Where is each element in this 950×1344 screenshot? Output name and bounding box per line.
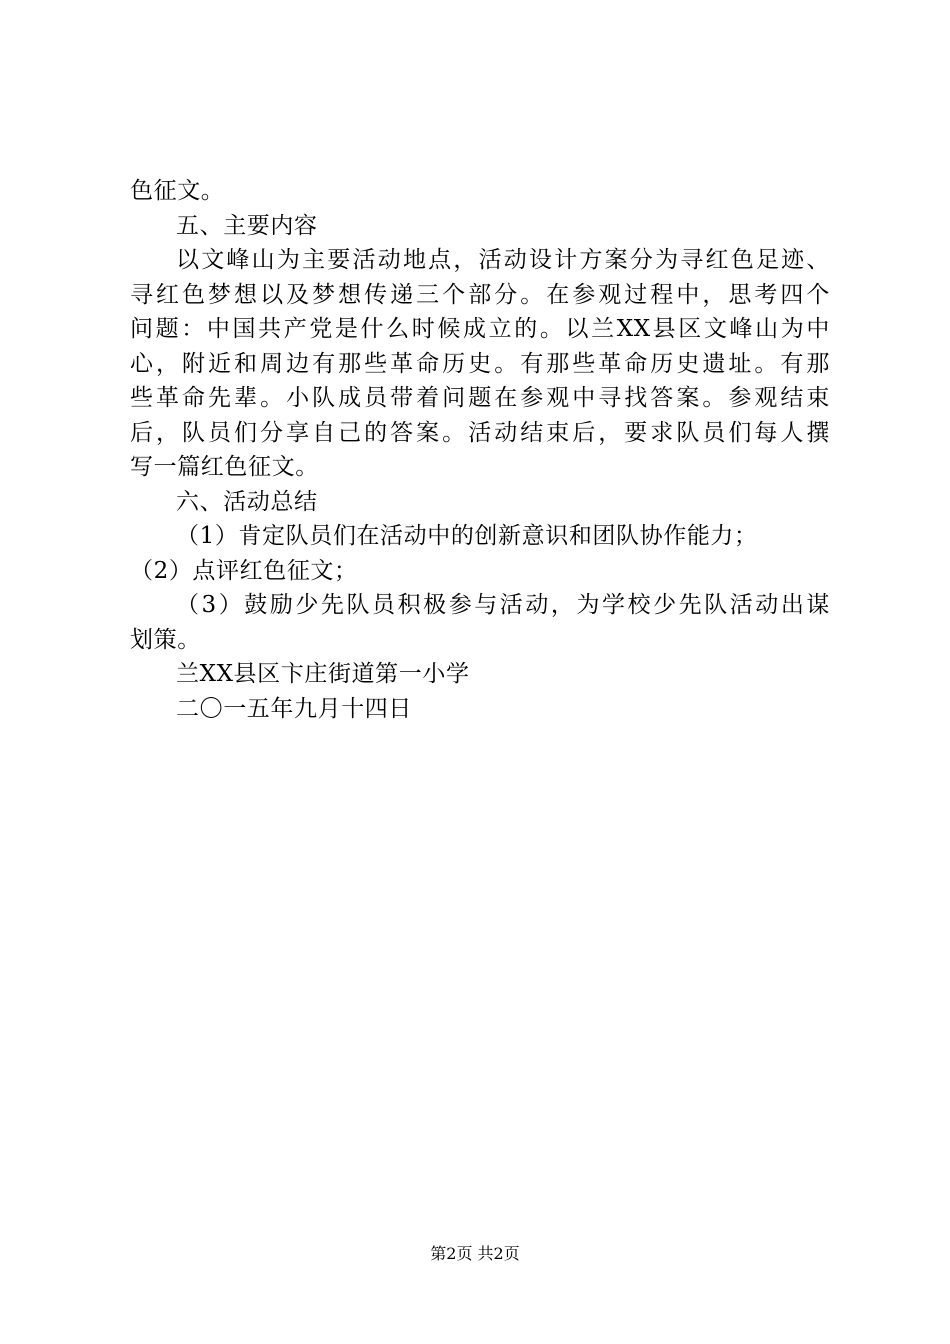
signature-school: 兰XX县区卞庄街道第一小学 (176, 661, 470, 687)
signature-date: 二〇一五年九月十四日 (176, 695, 412, 722)
paragraph-line: 以文峰山为主要活动地点，活动设计方案分为寻红色足迹、 (176, 247, 830, 273)
paragraph-line: 寻红色梦想以及梦想传递三个部分。在参观过程中，思考四个 (130, 281, 830, 308)
list-item-continuation: 划策。 (130, 626, 201, 653)
paragraph-line: 写一篇红色征文。 (130, 454, 319, 480)
section-heading-main-content: 五、主要内容 (176, 212, 318, 239)
list-item: （3）鼓励少先队员积极参与活动，为学校少先队活动出谋 (176, 592, 830, 618)
list-item: （2）点评红色征文； (130, 557, 358, 584)
page-number-label: 第2页 共2页 (430, 1244, 520, 1263)
paragraph-line: 心，附近和周边有那些革命历史。有那些革命历史遗址。有那 (130, 350, 830, 377)
paragraph-line: 问题：中国共产党是什么时候成立的。以兰XX县区文峰山为中 (130, 316, 830, 342)
paragraph-line: 后，队员们分享自己的答案。活动结束后，要求队员们每人撰 (130, 419, 830, 446)
section-heading-summary: 六、活动总结 (176, 488, 318, 515)
document-body (130, 174, 830, 726)
paragraph-line: 色征文。 (130, 178, 225, 204)
list-item: （1）肯定队员们在活动中的创新意识和团队协作能力； (176, 523, 758, 549)
paragraph-line: 些革命先辈。小队成员带着问题在参观中寻找答案。参观结束 (130, 385, 830, 411)
page-footer (0, 1243, 950, 1265)
